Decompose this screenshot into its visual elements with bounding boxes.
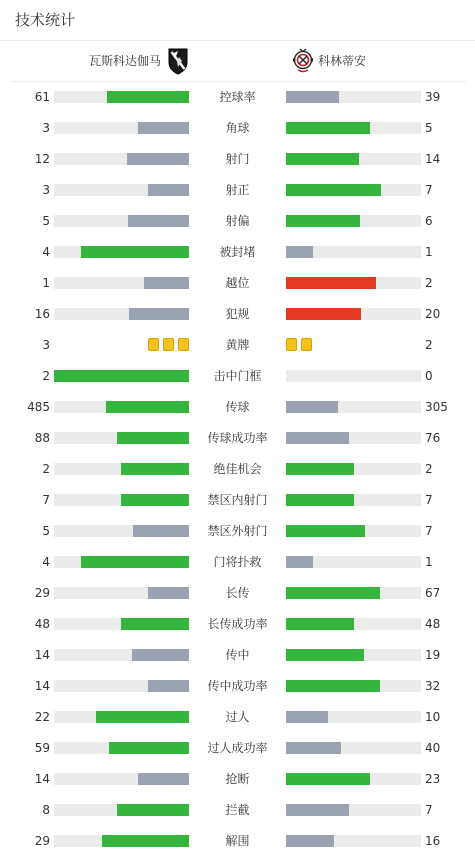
stat-label: 解围	[225, 834, 250, 848]
home-stat-value: 4	[42, 555, 50, 569]
home-stat-value: 29	[34, 586, 50, 600]
away-stat-bar-fill	[286, 525, 365, 537]
stat-row	[0, 578, 475, 609]
away-stat-bar-track	[286, 556, 421, 568]
home-stat-value: 88	[34, 431, 50, 445]
home-stat-value: 14	[34, 648, 50, 662]
away-stat-value: 7	[425, 493, 433, 507]
away-stat-bar-fill	[286, 494, 354, 506]
away-stat-bar-track	[286, 153, 421, 165]
away-stat-bar-track	[286, 463, 421, 475]
home-stat-bar-track	[54, 618, 189, 630]
home-stat-value: 4	[42, 245, 50, 259]
home-team-name[interactable]: 瓦斯科达伽马	[89, 54, 162, 68]
home-stat-bar-fill	[138, 122, 189, 134]
away-stat-bar-track	[286, 525, 421, 537]
away-stat-value: 7	[425, 524, 433, 538]
stat-label: 击中门框	[213, 369, 262, 383]
home-stat-bar-track	[54, 556, 189, 568]
stat-label: 射门	[225, 152, 250, 166]
away-stat-value: 1	[425, 245, 433, 259]
home-stat-bar-fill	[148, 587, 189, 599]
home-stat-value: 7	[42, 493, 50, 507]
home-stat-bar-fill	[96, 711, 189, 723]
away-stat-bar-track	[286, 773, 421, 785]
home-stat-value: 22	[34, 710, 50, 724]
away-stat-value: 20	[425, 307, 441, 321]
corinthians-crest-icon[interactable]	[291, 48, 315, 74]
away-stat-bar-track	[286, 432, 421, 444]
stat-row	[0, 516, 475, 547]
stat-label: 被封堵	[219, 245, 256, 259]
stat-row	[0, 640, 475, 671]
away-stat-bar-fill	[286, 308, 361, 320]
away-stat-value: 2	[425, 338, 433, 352]
home-stat-bar-fill	[138, 773, 189, 785]
away-stat-bar-track	[286, 246, 421, 258]
stat-row	[0, 299, 475, 330]
away-stat-bar-fill	[286, 804, 349, 816]
stat-row	[0, 547, 475, 578]
away-stat-value: 2	[425, 276, 433, 290]
stat-row	[0, 485, 475, 516]
home-stat-bar-fill	[81, 556, 189, 568]
away-stat-bar-fill	[286, 215, 360, 227]
away-stat-bar-track	[286, 835, 421, 847]
away-stat-bar-track	[286, 742, 421, 754]
home-stat-value: 485	[27, 400, 50, 414]
stats-list	[0, 82, 475, 857]
stat-label: 长传成功率	[207, 617, 268, 631]
away-stat-bar-fill	[286, 463, 354, 475]
away-stat-bar-track	[286, 184, 421, 196]
away-stat-bar-fill	[286, 153, 359, 165]
home-stat-bar-fill	[128, 215, 189, 227]
page-title: 技术统计	[15, 11, 76, 29]
stat-row	[0, 733, 475, 764]
stat-row	[0, 795, 475, 826]
home-stat-bar-fill	[121, 463, 189, 475]
away-stat-value: 40	[425, 741, 441, 755]
yellow-card-icon	[163, 338, 174, 351]
home-stat-value: 2	[42, 369, 50, 383]
home-stat-value: 16	[34, 307, 50, 321]
away-stat-value: 32	[425, 679, 441, 693]
away-stat-bar-track	[286, 494, 421, 506]
home-stat-bar-track	[54, 432, 189, 444]
stat-label: 传中	[225, 648, 250, 662]
stat-label: 过人	[225, 710, 250, 724]
home-stat-bar-track	[54, 711, 189, 723]
home-stat-value: 14	[34, 772, 50, 786]
away-stat-bar-fill	[286, 401, 338, 413]
away-stat-value: 5	[425, 121, 433, 135]
home-stat-bar-track	[54, 277, 189, 289]
away-stat-value: 16	[425, 834, 441, 848]
home-stat-bar-track	[54, 525, 189, 537]
home-stat-bar-track	[54, 773, 189, 785]
home-stat-bar-fill	[148, 680, 189, 692]
teams-header	[10, 41, 466, 82]
home-stat-bar-track	[54, 463, 189, 475]
stat-label: 传球	[225, 400, 250, 414]
stat-row	[0, 392, 475, 423]
away-stat-value: 0	[425, 369, 433, 383]
home-stat-bar-track	[54, 835, 189, 847]
home-stat-bar-fill	[148, 184, 189, 196]
away-stat-bar-fill	[286, 680, 380, 692]
away-stat-value: 23	[425, 772, 441, 786]
home-stat-bar-fill	[133, 525, 189, 537]
stat-row	[0, 144, 475, 175]
away-stat-value: 76	[425, 431, 441, 445]
away-stat-bar-track	[286, 618, 421, 630]
home-stat-bar-track	[54, 308, 189, 320]
home-stat-bar-track	[54, 246, 189, 258]
home-stat-bar-track	[54, 91, 189, 103]
away-stat-bar-track	[286, 804, 421, 816]
home-stat-bar-fill	[132, 649, 189, 661]
away-stat-value: 7	[425, 183, 433, 197]
away-stat-value: 2	[425, 462, 433, 476]
stat-label: 禁区外射门	[207, 524, 268, 538]
home-stat-bar-track	[54, 122, 189, 134]
away-stat-bar-fill	[286, 773, 370, 785]
away-stat-bar-track	[286, 680, 421, 692]
stat-label: 过人成功率	[207, 741, 268, 755]
away-stat-bar-fill	[286, 649, 364, 661]
yellow-card-icon	[148, 338, 159, 351]
away-stat-bar-track	[286, 308, 421, 320]
home-stat-value: 12	[34, 152, 50, 166]
away-team-name[interactable]: 科林蒂安	[318, 54, 367, 68]
stat-label: 射偏	[225, 214, 250, 228]
away-stat-bar-track	[286, 401, 421, 413]
stat-row	[0, 423, 475, 454]
stat-label: 犯规	[225, 307, 250, 321]
away-stat-value: 48	[425, 617, 441, 631]
title-bar	[0, 0, 475, 41]
home-stat-value: 5	[42, 524, 50, 538]
stat-row	[0, 175, 475, 206]
away-stat-bar-fill	[286, 587, 380, 599]
stat-label: 黄牌	[225, 338, 250, 352]
stat-label: 射正	[225, 183, 250, 197]
away-stat-value: 10	[425, 710, 441, 724]
home-stat-bar-track	[54, 153, 189, 165]
stat-row	[0, 454, 475, 485]
stat-row	[0, 702, 475, 733]
away-stat-value: 6	[425, 214, 433, 228]
stat-label: 传球成功率	[207, 431, 268, 445]
away-stat-bar-track	[286, 215, 421, 227]
stat-row	[0, 764, 475, 795]
away-stat-bar-track	[286, 711, 421, 723]
home-stat-bar-track	[54, 649, 189, 661]
home-stat-bar-fill	[81, 246, 189, 258]
away-stat-bar-fill	[286, 91, 339, 103]
home-stat-value: 3	[42, 183, 50, 197]
yellow-card-icon	[301, 338, 312, 351]
stat-label: 越位	[225, 276, 250, 290]
home-stat-bar-fill	[102, 835, 189, 847]
away-stat-bar-fill	[286, 711, 328, 723]
home-stat-value: 59	[34, 741, 50, 755]
stat-label: 禁区内射门	[207, 493, 268, 507]
home-stat-bar-track	[54, 680, 189, 692]
home-stat-bar-fill	[121, 494, 189, 506]
home-stat-bar-fill	[127, 153, 189, 165]
stat-row	[0, 330, 475, 361]
stat-row	[0, 113, 475, 144]
home-stat-bar-fill	[117, 804, 189, 816]
stat-row	[0, 237, 475, 268]
home-stat-value: 3	[42, 121, 50, 135]
home-yellow-cards	[148, 338, 189, 352]
home-stat-bar-track	[54, 215, 189, 227]
vasco-da-gama-crest-icon[interactable]	[166, 47, 190, 75]
home-stat-bar-fill	[129, 308, 189, 320]
away-stat-bar-track	[286, 587, 421, 599]
stat-label: 长传	[225, 586, 250, 600]
home-stat-bar-fill	[121, 618, 189, 630]
home-stat-bar-track	[54, 494, 189, 506]
home-stat-value: 61	[34, 90, 50, 104]
yellow-card-icon	[178, 338, 189, 351]
away-stat-value: 19	[425, 648, 441, 662]
away-stat-value: 7	[425, 803, 433, 817]
stat-label: 抢断	[225, 772, 250, 786]
away-stat-bar-fill	[286, 277, 376, 289]
away-stat-bar-track	[286, 370, 421, 382]
away-stat-bar-fill	[286, 618, 354, 630]
home-stat-value: 8	[42, 803, 50, 817]
away-stat-value: 14	[425, 152, 441, 166]
home-stat-bar-fill	[54, 370, 189, 382]
stat-row	[0, 671, 475, 702]
away-stat-bar-track	[286, 91, 421, 103]
home-stat-value: 5	[42, 214, 50, 228]
stat-label: 控球率	[219, 90, 256, 104]
away-yellow-cards	[286, 338, 312, 352]
home-stat-bar-fill	[144, 277, 189, 289]
away-stat-value: 1	[425, 555, 433, 569]
away-stat-bar-fill	[286, 835, 334, 847]
away-stat-value: 67	[425, 586, 441, 600]
stat-label: 门将扑救	[213, 555, 262, 569]
away-stat-bar-fill	[286, 432, 349, 444]
away-stat-bar-track	[286, 649, 421, 661]
away-stat-bar-fill	[286, 246, 313, 258]
stat-row	[0, 361, 475, 392]
stat-label: 角球	[225, 121, 250, 135]
stat-label: 传中成功率	[207, 679, 268, 693]
home-stat-bar-track	[54, 184, 189, 196]
home-stat-bar-track	[54, 742, 189, 754]
home-stat-value: 3	[42, 338, 50, 352]
stat-row	[0, 609, 475, 640]
stat-row	[0, 826, 475, 857]
away-stat-bar-fill	[286, 184, 381, 196]
away-stat-bar-track	[286, 277, 421, 289]
stat-row	[0, 82, 475, 113]
home-stat-value: 48	[34, 617, 50, 631]
home-stat-value: 1	[42, 276, 50, 290]
home-stat-bar-track	[54, 370, 189, 382]
stat-label: 绝佳机会	[213, 462, 262, 476]
home-stat-bar-track	[54, 401, 189, 413]
away-stat-bar-track	[286, 122, 421, 134]
yellow-card-icon	[286, 338, 297, 351]
away-stat-value: 39	[425, 90, 441, 104]
home-stat-value: 14	[34, 679, 50, 693]
home-stat-bar-track	[54, 804, 189, 816]
away-stat-bar-fill	[286, 122, 370, 134]
home-stat-bar-fill	[109, 742, 189, 754]
stat-label: 拦截	[225, 803, 250, 817]
home-stat-bar-track	[54, 587, 189, 599]
away-stat-bar-fill	[286, 742, 341, 754]
stat-row	[0, 268, 475, 299]
away-stat-value: 305	[425, 400, 448, 414]
home-stat-bar-fill	[107, 91, 189, 103]
stat-row	[0, 206, 475, 237]
home-stat-bar-fill	[117, 432, 189, 444]
home-stat-value: 2	[42, 462, 50, 476]
home-stat-value: 29	[34, 834, 50, 848]
away-stat-bar-fill	[286, 556, 313, 568]
home-stat-bar-fill	[106, 401, 189, 413]
